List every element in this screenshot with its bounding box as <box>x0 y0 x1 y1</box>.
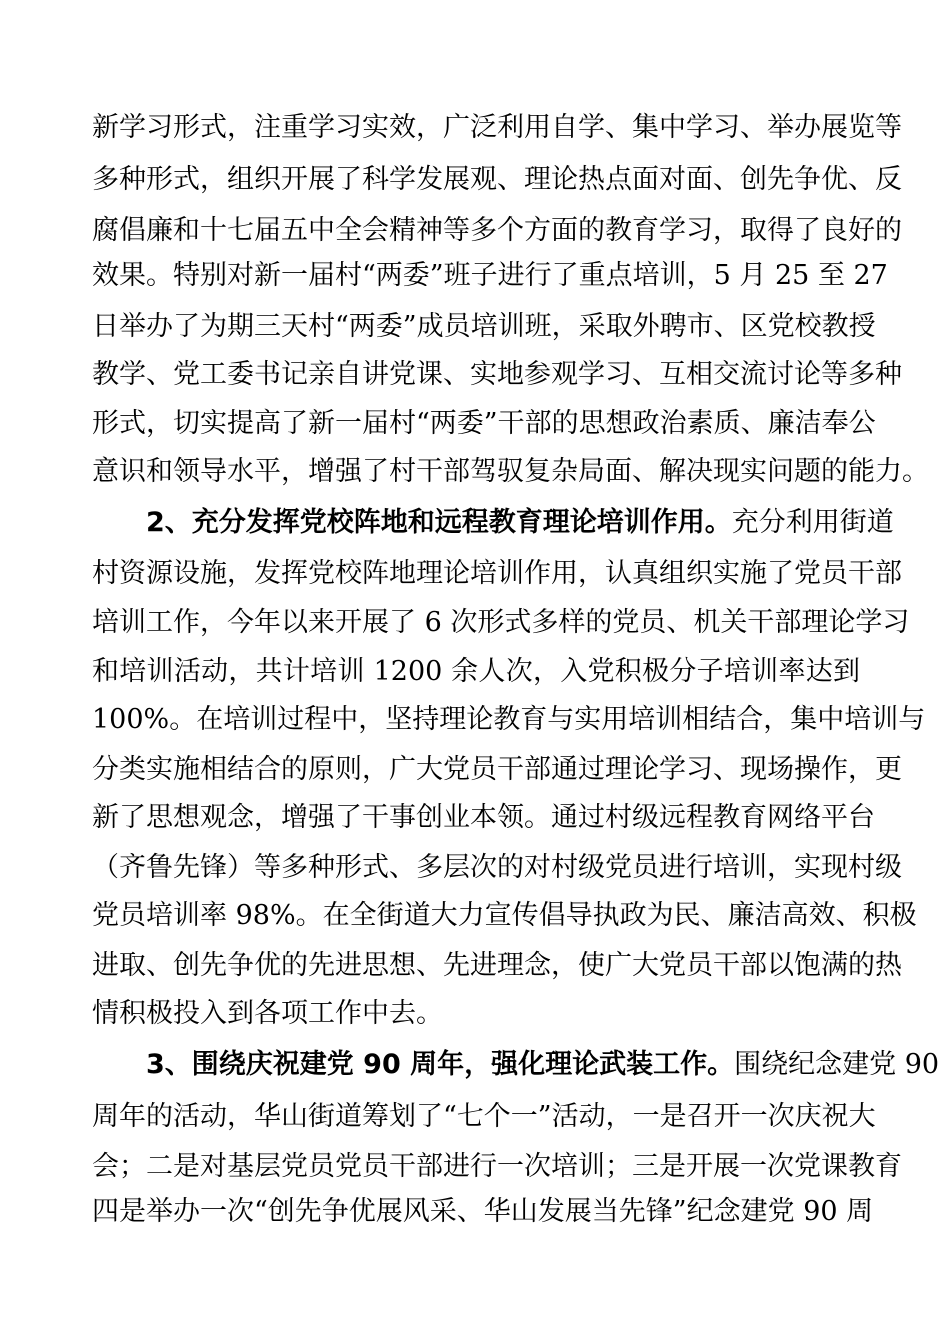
paragraph-2-line: 进取、创先争优的先进思想、先进理念，使广大党员干部以饱满的热 <box>92 950 902 981</box>
paragraph-2-line: 党员培训率 98%。在全街道大力宣传倡导执政为民、廉洁高效、积极 <box>92 900 917 931</box>
paragraph-1-line: 多种形式，组织开展了科学发展观、理论热点面对面、创先争优、反 <box>92 164 902 195</box>
paragraph-2-line: 情积极投入到各项工作中去。 <box>92 998 443 1029</box>
paragraph-3-line: 会；二是对基层党员党员干部进行一次培训；三是开展一次党课教育 <box>92 1151 902 1182</box>
paragraph-3-first-line <box>146 1045 940 1085</box>
paragraph-3-heading: 3、围绕庆祝建党 90 周年，强化理论武装工作。 <box>146 1049 735 1080</box>
paragraph-1-line: 日举办了为期三天村“两委”成员培训班，采取外聘市、区党校教授 <box>92 311 876 342</box>
paragraph-2-first-line-text: 充分利用街道 <box>731 507 894 538</box>
paragraph-1-line: 新学习形式，注重学习实效，广泛利用自学、集中学习、举办展览等 <box>92 112 902 143</box>
paragraph-2-first-line <box>146 503 894 543</box>
paragraph-2-heading: 2、充分发挥党校阵地和远程教育理论培训作用。 <box>146 507 732 538</box>
paragraph-2-line: 村资源设施，发挥党校阵地理论培训作用，认真组织实施了党员干部 <box>92 558 902 589</box>
paragraph-2-line: 和培训活动，共计培训 1200 余人次，入党积极分子培训率达到 <box>92 656 860 687</box>
paragraph-2-line: 100%。在培训过程中，坚持理论教育与实用培训相结合，集中培训与 <box>92 704 926 735</box>
paragraph-1-line: 腐倡廉和十七届五中全会精神等多个方面的教育学习，取得了良好的 <box>92 215 902 246</box>
paragraph-1-line: 教学、党工委书记亲自讲党课、实地参观学习、互相交流讨论等多种 <box>92 359 902 390</box>
paragraph-2-line: 新了思想观念，增强了干事创业本领。通过村级远程教育网络平台 <box>92 802 875 833</box>
paragraph-3-first-line-text: 围绕纪念建党 90 <box>734 1049 940 1080</box>
paragraph-2-line: （齐鲁先锋）等多种形式、多层次的对村级党员进行培训，实现村级 <box>92 852 902 883</box>
paragraph-1-line: 意识和领导水平，增强了村干部驾驭复杂局面、解决现实问题的能力。 <box>92 456 929 487</box>
paragraph-2-line: 分类实施相结合的原则，广大党员干部通过理论学习、现场操作，更 <box>92 754 902 785</box>
paragraph-3-line: 周年的活动，华山街道筹划了“七个一”活动，一是召开一次庆祝大 <box>92 1101 876 1132</box>
paragraph-1-line: 形式，切实提高了新一届村“两委”干部的思想政治素质、廉洁奉公 <box>92 408 876 439</box>
paragraph-3-line: 四是举办一次“创先争优展风采、华山发展当先锋”纪念建党 90 周 <box>92 1196 874 1227</box>
paragraph-2-line: 培训工作，今年以来开展了 6 次形式多样的党员、机关干部理论学习 <box>92 607 910 638</box>
paragraph-1-line: 效果。特别对新一届村“两委”班子进行了重点培训，5 月 25 至 27 <box>92 260 888 291</box>
